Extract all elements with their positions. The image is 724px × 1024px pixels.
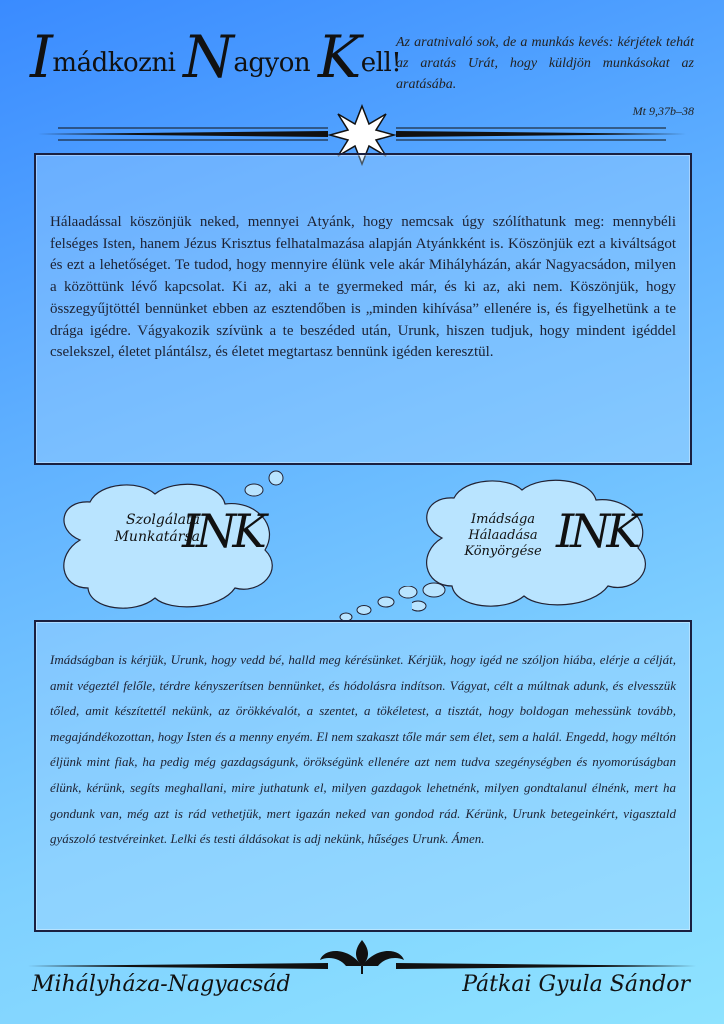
footer-location: Mihályháza-Nagyacsád: [32, 972, 291, 997]
bible-quote: Az aratnivaló sok, de a munkás kevés: kérjétek tehát az aratás Urát, hogy küldjön munkásokat az aratásába.: [396, 35, 694, 92]
cloud-left-line1: Szolgálata: [126, 512, 200, 528]
cloud-right-line2: Hálaadása: [468, 528, 538, 543]
footer-author: Pátkai Gyula Sándor: [462, 972, 690, 997]
title-rest-2: agyon: [233, 48, 318, 78]
page-title: [30, 23, 402, 91]
title-rest-1: mádkozni: [52, 48, 184, 78]
cloud-right-line1: Imádsága: [470, 512, 536, 527]
title-cap-1: I: [30, 23, 53, 91]
leaf-flourish-icon: [28, 936, 696, 976]
title-cap-2: N: [183, 23, 234, 91]
cloud-left-line2: Munkatársa: [114, 529, 200, 545]
cloud-right-line3: Könyörgése: [464, 544, 542, 559]
ink-suffix-right: INK: [556, 504, 637, 558]
bible-reference: Mt 9,37b–38: [632, 104, 694, 118]
cloud-right-text: [450, 512, 556, 560]
thanks-paragraph: Hálaadással köszönjük neked, mennyei Atyánk, hogy nemcsak úgy szólíthatunk meg: mennybéli felséges Isten, hanem Jézus Krisztus felhatalmazása alapján Atyánkként is. Köszönjük ezt a kiváltságot és ezt a lehetőséget. Te tudod, hogy mennyire élünk vele akár Mihályházán, akár Nagyacsádon, milyen a közöttünk lévő kapcsolat. Ki az, aki a te gyermeked már, és ki az, aki nem. Köszönjük, hogy összegyűjtöttél bennünket ebben az esztendőben is „minden kihívása” ellenére is, és figyelhetünk a te drága igédre. Vágyakozik szívünk a te beszéded után, Urunk, hiszen tudjuk, hogy mindent igéddel cselekszel, életet plántálsz, és életet megtartasz bennünk igéden keresztül.: [50, 214, 676, 361]
request-paragraph: Imádságban is kérjük, Urunk, hogy vedd bé, halld meg kérésünket. Kérjük, hogy igéd ne szóljon hiába, elérje a célját, amit végeztél felőle, térdre kényszerítsen bennünket, és hódolásra indítson. Vágyat, célt a múltnak adunk, és elvesszük tőled, amit készítettél nekünk, az örökkévalót, a szentet, a tökéletest, a tisztát, hogy boldogan mehessünk tovább, megajándékozottan, hogy Isten és a menny enyém. El nem szakaszt tőle már sem élet, sem a halál. Engedd, hogy méltón éljünk mint fiak, ha pedig még gazdagságunk, örökségünk ellenére azt nem tudva szegénységben és nyomorúságban élünk, kérünk, segíts meghallani, mire juthatunk el, milyen gazdagok lehetnénk, milyen gondtalanul élnénk, mert ha gondunk van, még azt is rád vethetjük, mert igazán neked van gondod rád. Kérünk, Urunk betegeinkért, vigasztald gyászoló testvéreinket. Lelki és testi áldásokat is adj nekünk, hűséges Urunk. Ámen.: [50, 652, 676, 847]
title-cap-3: K: [317, 23, 361, 91]
ink-suffix-left: INK: [182, 504, 263, 558]
cloud-bubble-trail: [338, 586, 418, 622]
title-rest-3: ell!: [360, 48, 402, 78]
